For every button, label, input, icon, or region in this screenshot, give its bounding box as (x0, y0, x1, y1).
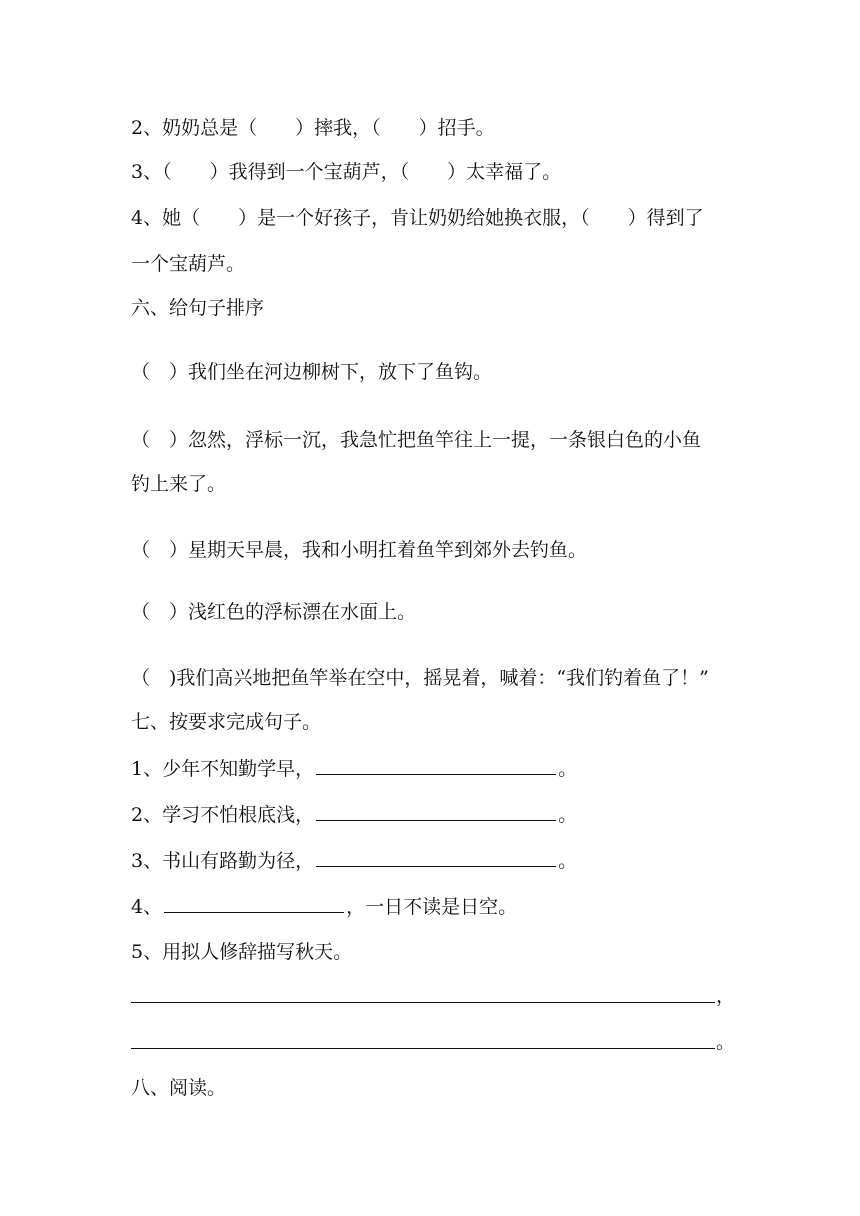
answer-line-1[interactable] (131, 1002, 715, 1003)
question-7-2-text: 2、学习不怕根底浅， (131, 804, 315, 826)
sentence-item-3: （ ）星期天早晨，我和小明扛着鱼竿到郊外去钓鱼。 (131, 539, 588, 561)
question-7-1-period: 。 (558, 758, 578, 780)
question-7-1-text: 1、少年不知勤学早， (131, 758, 315, 780)
question-7-5: 5、用拟人修辞描写秋天。 (131, 941, 353, 963)
sentence-item-2-line2: 钓上来了。 (131, 473, 227, 495)
question-7-4-suffix: ，一日不读是日空。 (346, 896, 518, 918)
question-7-2 (131, 802, 577, 827)
question-7-2-period: 。 (558, 804, 578, 826)
answer-blank-4[interactable] (164, 894, 344, 913)
question-7-4 (131, 894, 517, 919)
sentence-item-4: （ ）浅红色的浮标漂在水面上。 (131, 601, 417, 623)
question-7-3-period: 。 (558, 850, 578, 872)
section-8-heading: 八、阅读。 (131, 1077, 227, 1099)
sentence-item-2-line1: （ ）忽然，浮标一沉，我急忙把鱼竿往上一提，一条银白色的小鱼 (131, 429, 702, 451)
answer-blank-1[interactable] (316, 756, 556, 775)
answer-line-2-period: 。 (716, 1031, 736, 1053)
question-7-1 (131, 756, 577, 781)
sentence-item-1: （ ）我们坐在河边柳树下，放下了鱼钩。 (131, 361, 493, 383)
question-5-3: 3、（ ）我得到一个宝葫芦，（ ）太幸福了。 (131, 161, 562, 183)
question-7-4-prefix: 4、 (131, 896, 163, 918)
section-6-heading: 六、给句子排序 (131, 297, 265, 319)
question-5-2: 2、奶奶总是（ ）摔我，（ ）招手。 (131, 117, 495, 139)
question-5-4-line2: 一个宝葫芦。 (131, 253, 246, 275)
section-7-heading: 七、按要求完成句子。 (131, 711, 322, 733)
sentence-item-5: （ )我们高兴地把鱼竿举在空中，摇晃着，喊着：“我们钓着鱼了！” (131, 667, 709, 689)
answer-blank-3[interactable] (316, 848, 556, 867)
answer-line-1-comma: ， (716, 985, 736, 1007)
question-5-4-line1: 4、她（ ）是一个好孩子，肯让奶奶给她换衣服，（ ）得到了 (131, 207, 704, 229)
answer-line-2[interactable] (131, 1048, 715, 1049)
question-7-3-text: 3、书山有路勤为径， (131, 850, 315, 872)
question-7-3 (131, 848, 577, 873)
answer-blank-2[interactable] (316, 802, 556, 821)
